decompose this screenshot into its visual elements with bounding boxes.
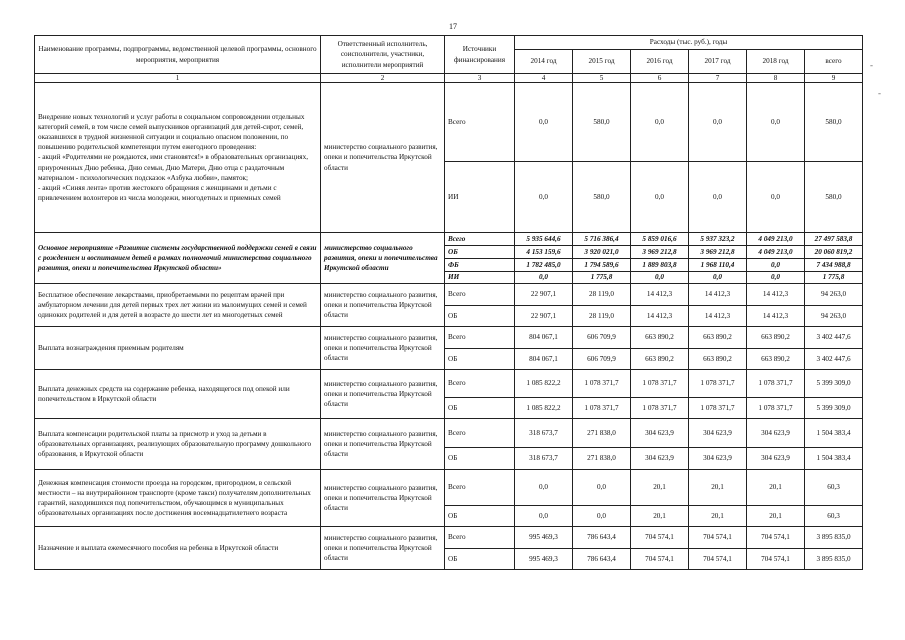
header-source: Источники финансирования — [445, 36, 515, 74]
responsible-executor: министерство социального развития, опеки и попечительства Иркутской области — [321, 83, 445, 233]
activity-name: Основное мероприятие «Развитие системы государственной поддержки семей в связи с рождением и воспитанием детей в рамках полномочий министерства социального развития, опеки и попечительства Иркутской области» — [35, 233, 321, 284]
table-row — [35, 470, 863, 506]
amount-year: 580,0 — [573, 83, 631, 162]
amount-year: 606 709,9 — [573, 327, 631, 349]
funding-source: ОБ — [445, 549, 515, 570]
responsible-executor: министерство социального развития, опеки и попечительства Иркутской области — [321, 370, 445, 419]
amount-year: 1 889 803,8 — [631, 259, 689, 272]
amount-year: 28 119,0 — [573, 284, 631, 306]
funding-source: ИИ — [445, 162, 515, 233]
amount-year: 318 673,7 — [515, 419, 573, 448]
amount-year: 1 085 822,2 — [515, 370, 573, 398]
amount-year: 663 890,2 — [631, 349, 689, 370]
column-index: 2 — [321, 74, 445, 83]
amount-year: 4 049 213,0 — [747, 246, 805, 259]
amount-year: 704 574,1 — [689, 527, 747, 549]
amount-total: 94 263,0 — [805, 306, 863, 327]
amount-year: 20,1 — [689, 506, 747, 527]
amount-year: 0,0 — [689, 83, 747, 162]
amount-year: 786 643,4 — [573, 549, 631, 570]
amount-year: 580,0 — [573, 162, 631, 233]
activity-name: Выплата вознаграждения приемным родителям — [35, 327, 321, 370]
amount-year: 318 673,7 — [515, 448, 573, 470]
amount-year: 1 078 371,7 — [573, 398, 631, 419]
amount-year: 1 775,8 — [573, 272, 631, 284]
amount-total: 5 399 309,0 — [805, 398, 863, 419]
amount-year: 704 574,1 — [747, 527, 805, 549]
amount-year: 704 574,1 — [747, 549, 805, 570]
amount-total: 5 399 309,0 — [805, 370, 863, 398]
amount-year: 1 078 371,7 — [689, 398, 747, 419]
responsible-executor: министерство социального развития, опеки и попечительства Иркутской области — [321, 470, 445, 527]
amount-year: 0,0 — [515, 162, 573, 233]
table-row — [35, 327, 863, 349]
amount-year: 14 412,3 — [631, 284, 689, 306]
margin-mark: - — [878, 88, 881, 98]
header-year: 2017 год — [689, 50, 747, 74]
activity-name: Внедрение новых технологий и услуг работы в социальном сопровождении отдельных категорий семей, в том числе семей выпускников организаций для детей-сирот, семей, оказавшихся в трудной жизненной ситуации и социально опасном положении, по повышению родительской компетенции путем ежегодного проведения: - акций «Родителями не рождаются, ими становятся!» в образовательных организациях, приуроченных Дню ребенка, Дню семьи, Дню Матери, Дню отца с раздаточным материалом - психологических подсказок «Азбука любви», памяток; - акций «Синяя лента» против жестокого обращения с женщинами и детьми с привлечением волонтеров из числа молодежи, многодетных и приемных семей — [35, 83, 321, 233]
amount-year: 14 412,3 — [747, 284, 805, 306]
amount-year: 0,0 — [747, 162, 805, 233]
amount-year: 28 119,0 — [573, 306, 631, 327]
amount-year: 0,0 — [631, 272, 689, 284]
amount-total: 27 497 583,8 — [805, 233, 863, 246]
table-row — [35, 284, 863, 306]
funding-source: Всего — [445, 419, 515, 448]
amount-year: 1 968 110,4 — [689, 259, 747, 272]
amount-year: 663 890,2 — [689, 349, 747, 370]
amount-total: 60,3 — [805, 470, 863, 506]
amount-year: 0,0 — [573, 506, 631, 527]
amount-year: 5 859 016,6 — [631, 233, 689, 246]
activity-name: Выплата денежных средств на содержание ребенка, находящегося под опекой или попечительством в Иркутской области — [35, 370, 321, 419]
amount-year: 704 574,1 — [689, 549, 747, 570]
header-name: Наименование программы, подпрограммы, ведомственной целевой программы, основного мероприятия, мероприятия — [35, 36, 321, 74]
responsible-executor: министерство социального развития, опеки и попечительства Иркутской области — [321, 419, 445, 470]
column-index: 1 — [35, 74, 321, 83]
amount-year: 20,1 — [747, 506, 805, 527]
funding-source: Всего — [445, 527, 515, 549]
amount-year: 0,0 — [573, 470, 631, 506]
amount-year: 663 890,2 — [747, 327, 805, 349]
funding-source: ОБ — [445, 349, 515, 370]
amount-year: 5 937 323,2 — [689, 233, 747, 246]
amount-total: 3 895 835,0 — [805, 527, 863, 549]
amount-year: 0,0 — [689, 162, 747, 233]
funding-source: Всего — [445, 83, 515, 162]
amount-year: 304 623,9 — [747, 419, 805, 448]
amount-year: 4 153 159,6 — [515, 246, 573, 259]
amount-year: 271 838,0 — [573, 419, 631, 448]
amount-year: 3 969 212,8 — [689, 246, 747, 259]
amount-year: 1 078 371,7 — [747, 370, 805, 398]
amount-year: 663 890,2 — [689, 327, 747, 349]
amount-year: 14 412,3 — [689, 284, 747, 306]
amount-year: 0,0 — [747, 83, 805, 162]
funding-source: Всего — [445, 470, 515, 506]
amount-year: 663 890,2 — [747, 349, 805, 370]
amount-total: 60,3 — [805, 506, 863, 527]
table-row — [35, 370, 863, 398]
amount-year: 786 643,4 — [573, 527, 631, 549]
header-year: 2014 год — [515, 50, 573, 74]
amount-year: 704 574,1 — [631, 549, 689, 570]
amount-year: 704 574,1 — [631, 527, 689, 549]
amount-year: 3 920 021,0 — [573, 246, 631, 259]
amount-year: 995 469,3 — [515, 527, 573, 549]
amount-year: 1 078 371,7 — [573, 370, 631, 398]
column-index: 6 — [631, 74, 689, 83]
activity-name: Назначение и выплата ежемесячного пособия на ребенка в Иркутской области — [35, 527, 321, 570]
amount-year: 14 412,3 — [631, 306, 689, 327]
amount-year: 0,0 — [631, 162, 689, 233]
responsible-executor: министерство социального развития, опеки и попечительства Иркутской области — [321, 527, 445, 570]
header-total: всего — [805, 50, 863, 74]
amount-year: 20,1 — [631, 506, 689, 527]
amount-total: 3 402 447,6 — [805, 327, 863, 349]
amount-total: 1 775,8 — [805, 272, 863, 284]
amount-year: 304 623,9 — [689, 419, 747, 448]
column-index: 7 — [689, 74, 747, 83]
table-row — [35, 419, 863, 448]
amount-total: 580,0 — [805, 83, 863, 162]
amount-year: 304 623,9 — [689, 448, 747, 470]
activity-name: Денежная компенсация стоимости проезда на городском, пригородном, в сельской местности – на внутрирайонном транспорте (кроме такси) получателям дополнительных гарантий, находившихся под попечительством, обучающимся в муниципальных образовательных организациях после достижения восемнадцатилетнего возраста — [35, 470, 321, 527]
funding-source: Всего — [445, 327, 515, 349]
amount-year: 14 412,3 — [689, 306, 747, 327]
amount-year: 804 067,1 — [515, 349, 573, 370]
funding-source: ОБ — [445, 448, 515, 470]
header-year: 2018 год — [747, 50, 805, 74]
amount-year: 20,1 — [747, 470, 805, 506]
column-index-row — [35, 74, 863, 83]
amount-total: 1 504 383,4 — [805, 448, 863, 470]
header-year: 2015 год — [573, 50, 631, 74]
table-body — [35, 83, 863, 570]
amount-year: 1 078 371,7 — [747, 398, 805, 419]
amount-year: 1 782 485,0 — [515, 259, 573, 272]
amount-total: 7 434 988,8 — [805, 259, 863, 272]
amount-year: 804 067,1 — [515, 327, 573, 349]
amount-year: 304 623,9 — [631, 448, 689, 470]
amount-year: 0,0 — [515, 506, 573, 527]
funding-source: ФБ — [445, 259, 515, 272]
amount-year: 14 412,3 — [747, 306, 805, 327]
amount-year: 0,0 — [515, 272, 573, 284]
amount-year: 663 890,2 — [631, 327, 689, 349]
column-index: 3 — [445, 74, 515, 83]
table-row — [35, 233, 863, 246]
amount-year: 1 078 371,7 — [631, 370, 689, 398]
amount-year: 4 049 213,0 — [747, 233, 805, 246]
amount-year: 5 935 644,6 — [515, 233, 573, 246]
amount-total: 1 504 383,4 — [805, 419, 863, 448]
amount-year: 304 623,9 — [747, 448, 805, 470]
table-row — [35, 527, 863, 549]
funding-source: ОБ — [445, 506, 515, 527]
amount-total: 3 402 447,6 — [805, 349, 863, 370]
responsible-executor: министерство социального развития, опеки и попечительства Иркутской области — [321, 327, 445, 370]
amount-year: 1 085 822,2 — [515, 398, 573, 419]
amount-year: 0,0 — [515, 83, 573, 162]
activity-name: Выплата компенсации родительской платы за присмотр и уход за детьми в образовательных организациях, реализующих образовательную программу дошкольного образования, в Иркутской области — [35, 419, 321, 470]
funding-source: ОБ — [445, 306, 515, 327]
activity-name: Бесплатное обеспечение лекарствами, приобретаемыми по рецептам врачей при амбулаторном лечении для детей первых трех лет жизни из малоимущих семей и семей одиноких родителей и для детей в возрасте до шести лет из многодетных семей — [35, 284, 321, 327]
amount-total: 580,0 — [805, 162, 863, 233]
amount-year: 22 907,1 — [515, 306, 573, 327]
header-responsible: Ответственный исполнитель, соисполнители, участники, исполнители мероприятий — [321, 36, 445, 74]
amount-year: 0,0 — [747, 272, 805, 284]
amount-year: 0,0 — [689, 272, 747, 284]
page-number: 17 — [449, 22, 457, 31]
amount-year: 304 623,9 — [631, 419, 689, 448]
amount-total: 94 263,0 — [805, 284, 863, 306]
column-index: 4 — [515, 74, 573, 83]
amount-total: 3 895 835,0 — [805, 549, 863, 570]
column-index: 5 — [573, 74, 631, 83]
amount-total: 20 060 819,2 — [805, 246, 863, 259]
margin-mark: - — [870, 60, 873, 70]
amount-year: 995 469,3 — [515, 549, 573, 570]
table-row — [35, 83, 863, 162]
funding-source: ОБ — [445, 398, 515, 419]
responsible-executor: министерство социального развития, опеки и попечительства Иркутской области — [321, 233, 445, 284]
amount-year: 606 709,9 — [573, 349, 631, 370]
funding-source: Всего — [445, 284, 515, 306]
budget-table — [34, 35, 863, 570]
amount-year: 20,1 — [689, 470, 747, 506]
amount-year: 1 078 371,7 — [631, 398, 689, 419]
amount-year: 5 716 386,4 — [573, 233, 631, 246]
funding-source: Всего — [445, 370, 515, 398]
amount-year: 1 794 589,6 — [573, 259, 631, 272]
amount-year: 1 078 371,7 — [689, 370, 747, 398]
amount-year: 0,0 — [747, 259, 805, 272]
amount-year: 22 907,1 — [515, 284, 573, 306]
funding-source: ИИ — [445, 272, 515, 284]
responsible-executor: министерство социального развития, опеки и попечительства Иркутской области — [321, 284, 445, 327]
funding-source: ОБ — [445, 246, 515, 259]
column-index: 9 — [805, 74, 863, 83]
amount-year: 3 969 212,8 — [631, 246, 689, 259]
amount-year: 0,0 — [515, 470, 573, 506]
header-year: 2016 год — [631, 50, 689, 74]
column-index: 8 — [747, 74, 805, 83]
funding-source: Всего — [445, 233, 515, 246]
amount-year: 0,0 — [631, 83, 689, 162]
header-expenses: Расходы (тыс. руб.), годы — [515, 36, 863, 50]
amount-year: 20,1 — [631, 470, 689, 506]
amount-year: 271 838,0 — [573, 448, 631, 470]
